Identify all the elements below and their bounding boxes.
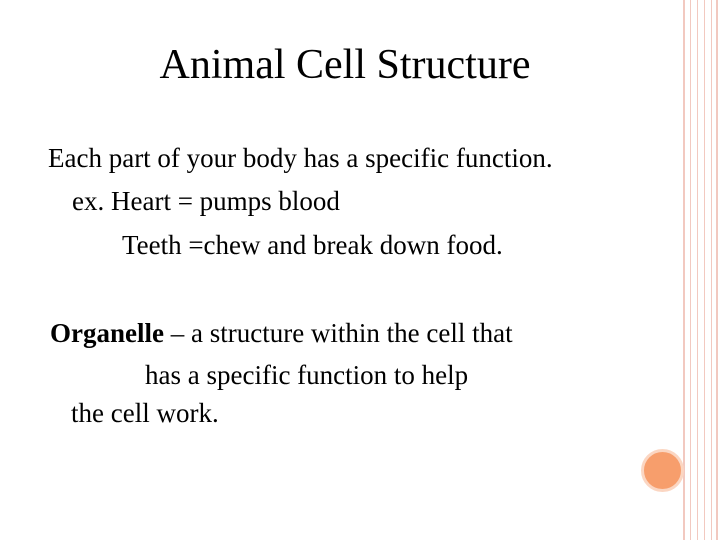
frame-line (697, 0, 698, 540)
frame-line (711, 0, 712, 540)
intro-text: Each part of your body has a specific function. (48, 143, 553, 173)
example-heart: ex. Heart = pumps blood (72, 186, 340, 216)
example-teeth: Teeth =chew and break down food. (122, 230, 503, 260)
definition-line-3: the cell work. (71, 398, 219, 428)
definition-text: – a structure within the cell that (163, 318, 513, 348)
frame-line (690, 0, 691, 540)
frame-line (704, 0, 705, 540)
organelle-term: Organelle (50, 318, 164, 348)
accent-dot (641, 449, 684, 492)
frame-line (716, 0, 718, 540)
definition-line-2: has a specific function to help (145, 360, 469, 390)
slide-title: Animal Cell Structure (159, 42, 531, 88)
definition-line-1 (50, 316, 513, 350)
